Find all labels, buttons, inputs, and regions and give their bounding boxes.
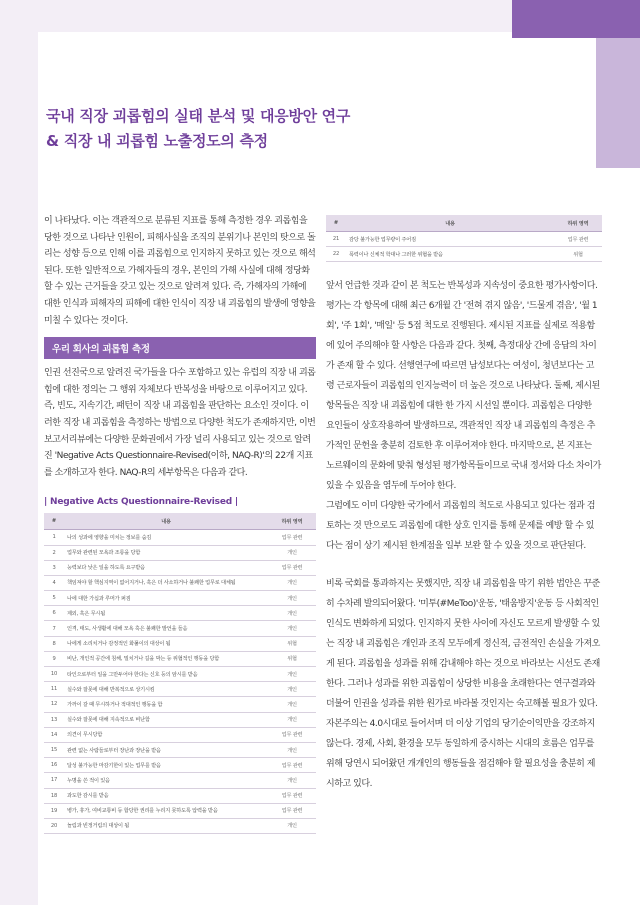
table-row: [44, 560, 316, 575]
table-row: [44, 773, 316, 788]
row-area: 업무 관련: [268, 788, 316, 803]
row-area: 업무 관련: [554, 232, 602, 247]
table-header-row: [326, 215, 602, 232]
row-content: 과도한 감시를 받음: [64, 788, 268, 803]
row-area: 개인: [268, 742, 316, 757]
row-number: 6: [44, 606, 64, 621]
row-content: 능력보다 낮은 일을 하도록 요구받음: [64, 560, 268, 575]
row-content: 제외, 혹은 무시됨: [64, 606, 268, 621]
row-area: 개인: [268, 575, 316, 590]
row-number: 4: [44, 575, 64, 590]
row-area: 개인: [268, 667, 316, 682]
table-row: [44, 591, 316, 606]
table-row: [44, 803, 316, 818]
row-area: 개인: [268, 591, 316, 606]
header-area: 하위 영역: [268, 513, 316, 530]
corner-tab-decoration: [512, 0, 640, 38]
row-number: 11: [44, 682, 64, 697]
row-number: 13: [44, 712, 64, 727]
row-area: 개인: [268, 818, 316, 833]
row-content: 폭력이나 신체적 학대나 그러한 위협을 받음: [346, 247, 554, 262]
table-row: [44, 636, 316, 651]
table-row: [326, 232, 602, 247]
body-paragraph: 그럼에도 이미 다양한 국가에서 괴롭힘의 척도로 사용되고 있다는 점과 검토하는 것 만으로도 괴롭힘에 대한 상호 인지를 통해 문제를 예방 할 수 있다는 점이 상기 제시된 한계점을 일부 보완 할 수 있을 것으로 판단된다.: [326, 501, 596, 552]
header-content: 내용: [346, 215, 554, 232]
row-number: 14: [44, 727, 64, 742]
table-row: [44, 545, 316, 560]
spacer: [326, 556, 602, 574]
title-line-2: & 직장 내 괴롭힘 노출정도의 측정: [46, 132, 268, 150]
row-number: 16: [44, 758, 64, 773]
body-paragraph: 앞서 언급한 것과 같이 본 척도는 반복성과 지속성이 중요한 평가사항이다. 평가는 각 항목에 대해 최근 6개월 간 '전혀 겪지 않음', '드물게 겪음', '월 1회', '주 1회', '매일' 등 5점 척도로 진행된다. 제시된 지표를 실제로 적용함에 있어 주의해야 할 사항은 다음과 같다. 첫째, 측정대상 간에 응답의 차이가 존재 할 수 있다. 선행연구에 따르면 남성보다는 여성이, 청년보다는 고령 근로자들이 괴롭힘의 인지능력이 더 높은 것으로 나타났다. 둘째, 제시된 항목들은 직장 내 괴롭힘에 대한 한 가지 시선일 뿐이다. 괴롭힘은 다양한 요인들이 상호작용하여 발생하므로, 객관적인 직장 내 괴롭힘의 측정은 추가적인 문헌을 충분히 검토한 후 이루어져야 한다. 마지막으로, 본 지표는 노르웨이의 문화에 맞춰 형성된 평가항목들이므로 국내 정서와 다소 차이가 있을 수 있음을 염두에 두어야 한다.: [326, 281, 601, 492]
row-content: 비난, 개인적 공간에 침해, 밀치거나 길을 막는 등 위협적인 행동을 당함: [64, 651, 268, 666]
row-number: 18: [44, 788, 64, 803]
body-paragraph: 이 나타났다. 이는 객관적으로 분류된 지표를 통해 측정한 경우 괴롭힘을 당한 것으로 나타난 인원이, 피해사실을 조직의 분위기나 본인의 탓으로 돌리는 성향 등으로 인해 이를 괴롭힘으로 인지하지 못하고 있는 것으로 해석된다. 또한 일반적으로 가해자들의 경우, 본인의 가해 사실에 대해 정당화 할 수 있는 근거들을 갖고 있는 것으로 알려져 있다. 즉, 가해자의 가해에 대한 인식과 피해자의 피해에 대한 인식이 직장 내 괴롭힘의 발생에 영향을 미칠 수 있다는 것이다.: [44, 216, 316, 326]
row-number: 10: [44, 667, 64, 682]
table-row: [326, 247, 602, 262]
table-row: [44, 530, 316, 545]
row-area: 개인: [268, 712, 316, 727]
header-content: 내용: [64, 513, 268, 530]
row-number: 8: [44, 636, 64, 651]
table-row: [44, 606, 316, 621]
row-number: 3: [44, 560, 64, 575]
row-content: 나에 대한 가십과 루머가 퍼짐: [64, 591, 268, 606]
table-title: | Negative Acts Questionnaire-Revised |: [44, 497, 239, 508]
row-area: 위협: [268, 651, 316, 666]
row-content: 나에게 소리치거나 감정적인 화풀이의 대상이 됨: [64, 636, 268, 651]
row-number: 20: [44, 818, 64, 833]
naq-table: [44, 513, 316, 834]
row-number: 21: [326, 232, 346, 247]
row-area: 업무 관련: [268, 758, 316, 773]
header-number: #: [44, 513, 64, 530]
row-area: 개인: [268, 682, 316, 697]
table-row: [44, 697, 316, 712]
row-number: 1: [44, 530, 64, 545]
row-area: 업무 관련: [268, 560, 316, 575]
row-content: 업무와 관련된 모욕과 조롱을 당함: [64, 545, 268, 560]
header-area: 하위 영역: [554, 215, 602, 232]
table-row: [44, 667, 316, 682]
row-area: 개인: [268, 621, 316, 636]
row-area: 업무 관련: [268, 803, 316, 818]
row-number: 15: [44, 742, 64, 757]
row-number: 7: [44, 621, 64, 636]
row-area: 업무 관련: [268, 727, 316, 742]
row-number: 5: [44, 591, 64, 606]
table-row: [44, 712, 316, 727]
naq-table-continued: [326, 215, 602, 262]
row-content: 의견이 무시당함: [64, 727, 268, 742]
row-content: 실수와 잘못에 대해 지속적으로 비난함: [64, 712, 268, 727]
row-area: 개인: [268, 606, 316, 621]
table-row: [44, 788, 316, 803]
table-row: [44, 682, 316, 697]
header-number: #: [326, 215, 346, 232]
table-row: [44, 651, 316, 666]
page-margin-band: [0, 0, 38, 905]
row-number: 22: [326, 247, 346, 262]
table-header-row: [44, 513, 316, 530]
title-line-1: 국내 직장 괴롭힘의 실태 분석 및 대응방안 연구: [46, 107, 351, 125]
side-tab-decoration: [596, 38, 640, 168]
row-content: 누명을 쓴 적이 있음: [64, 773, 268, 788]
row-content: 나의 성과에 영향을 미치는 정보를 숨김: [64, 530, 268, 545]
right-column: [326, 215, 602, 794]
row-number: 9: [44, 651, 64, 666]
row-content: 인격, 태도, 사생활에 대해 모욕 혹은 불쾌한 발언을 들음: [64, 621, 268, 636]
body-paragraph: 비록 국회를 통과하지는 못했지만, 직장 내 괴롭힘을 막기 위한 법안은 꾸준히 수차례 발의되어왔다. '미투(#MeToo)'운동, '태움방지'운동 등 사회적인 인식도 변화하게 되었다. 인지하지 못한 사이에 자신도 모르게 발생할 수 있는 직장 내 괴롭힘은 개인과 조직 모두에게 정신적, 금전적인 손실을 가져오게 된다. 괴롭힘을 성과를 위해 감내해야 하는 것으로 바라보는 시선도 존재한다. 그러나 성과를 위한 괴롭힘이 상당한 비용을 초래한다는 연구결과와 더불어 인권을 성과를 위한 원가로 바라볼 것인지는 숙고해볼 필요가 있다. 자본주의는 4.0시대로 들어서며 더 이상 기업의 당기순이익만을 강조하지 않는다. 경제, 사회, 환경을 모두 동일하게 중시하는 시대의 흐름은 업무를 위해 당연시 되어왔던 개개인의 행동들을 점검해야 할 필요성을 충분히 제시하고 있다.: [326, 579, 600, 790]
left-column: [44, 213, 316, 834]
page-title: [46, 104, 506, 154]
row-area: 위협: [554, 247, 602, 262]
row-number: 17: [44, 773, 64, 788]
row-content: 책임져야 할 핵심지역이 없어지거나, 혹은 더 사소하거나 불쾌한 업무로 대체됨: [64, 575, 268, 590]
row-content: 실수와 잘못에 대해 반복적으로 상기시킴: [64, 682, 268, 697]
row-content: 감당 불가능한 업무량이 주어짐: [346, 232, 554, 247]
row-content: 병가, 휴가, 여비교통비 등 합당한 권리를 누리지 못하도록 압력을 받음: [64, 803, 268, 818]
row-area: 개인: [268, 697, 316, 712]
table-row: [44, 575, 316, 590]
row-area: 업무 관련: [268, 530, 316, 545]
row-content: 가까이 갈 때 무시하거나 적대적인 행동을 함: [64, 697, 268, 712]
body-paragraph: 인권 선진국으로 알려진 국가들을 다수 포함하고 있는 유럽의 직장 내 괴롭힘에 대한 정의는 그 행위 자체보다 반복성을 바탕으로 이루어지고 있다. 즉, 빈도, 지속기간, 패턴이 직장 내 괴롭힘을 판단하는 요소인 것이다. 이러한 직장 내 괴롭힘을 측정하는 방법으로 다양한 척도가 존재하지만, 이번 보고서리뷰에는 다양한 문화권에서 가장 널리 사용되고 있는 것으로 알려진 'Negative Acts Questionnaire-Revised(이하, NAQ-R)'의 22개 지표를 소개하고자 한다. NAQ-R의 세부항목은 다음과 같다.: [44, 368, 316, 478]
row-number: 2: [44, 545, 64, 560]
row-content: 놀림과 빈정거림의 대상이 됨: [64, 818, 268, 833]
row-content: 관련 없는 사람들로부터 장난과 장난을 받음: [64, 742, 268, 757]
row-number: 19: [44, 803, 64, 818]
section-heading: 우리 회사의 괴롭힘 측정: [44, 337, 316, 359]
table-row: [44, 621, 316, 636]
table-row: [44, 758, 316, 773]
table-row: [44, 818, 316, 833]
table-row: [44, 727, 316, 742]
row-content: 타인으로부터 일을 그만두어야 한다는 신호 등의 암시를 받음: [64, 667, 268, 682]
row-area: 개인: [268, 545, 316, 560]
row-content: 달성 불가능한 마감기한이 있는 업무를 받음: [64, 758, 268, 773]
row-area: 위협: [268, 636, 316, 651]
table-row: [44, 742, 316, 757]
row-area: 개인: [268, 773, 316, 788]
row-number: 12: [44, 697, 64, 712]
